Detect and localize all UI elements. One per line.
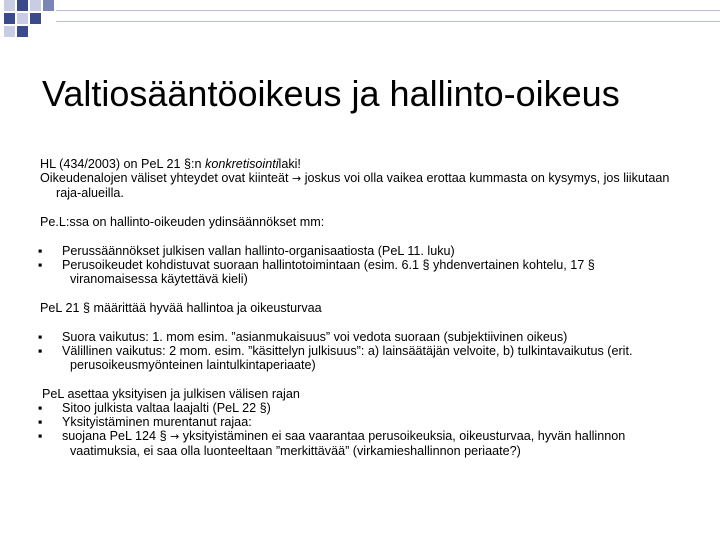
bullet-icon: ▪ bbox=[38, 401, 43, 415]
list-item bbox=[38, 244, 680, 258]
list-item-suffix: yksityistäminen ei saa vaarantaa perusoikeuksia, oikeusturvaa, hyvän hallinnon vaatimuksia, ei saa olla luonteeltaan ”merkittävää” (virkamieshallinnon periaate?) bbox=[70, 429, 626, 458]
list-item-text: Yksityistäminen murentanut rajaa: bbox=[62, 415, 252, 429]
arrow-icon: → bbox=[170, 430, 180, 443]
list-item-text: Sitoo julkista valtaa laajalti (PeL 22 §) bbox=[62, 401, 271, 415]
intro-line-2-suffix: joskus voi olla vaikea erottaa kummasta on kysymys, jos liikutaan raja-alueilla. bbox=[56, 171, 670, 200]
bullet-icon: ▪ bbox=[38, 244, 43, 258]
intro-line-1 bbox=[40, 157, 680, 171]
intro-line-2-text: Oikeudenalojen väliset yhteydet ovat kiinteät bbox=[40, 171, 293, 185]
section2-list bbox=[40, 330, 680, 372]
section3-heading: PeL asettaa yksityisen ja julkisen välisen rajan bbox=[42, 387, 300, 401]
bullet-icon: ▪ bbox=[38, 344, 43, 358]
slide-content bbox=[40, 157, 680, 458]
list-item bbox=[38, 415, 680, 429]
list-item-text: suojana PeL 124 § bbox=[62, 429, 171, 443]
intro-line-2 bbox=[40, 171, 680, 200]
list-item bbox=[38, 258, 680, 286]
section1-list bbox=[40, 244, 680, 286]
bullet-icon: ▪ bbox=[38, 429, 43, 443]
arrow-icon: → bbox=[292, 172, 302, 185]
list-item bbox=[38, 401, 680, 415]
list-item bbox=[38, 344, 680, 372]
intro-line-1-text: HL (434/2003) on PeL 21 §:n bbox=[40, 157, 206, 171]
slide-title: Valtiosääntöoikeus ja hallinto-oikeus bbox=[42, 73, 620, 115]
list-item-text: Välillinen vaikutus: 2 mom. esim. ”käsittelyn julkisuus”: a) lainsäätäjän velvoite, b) tulkintavaikutus (erit. perusoikeusmyönteinen laintulkintaperiaate) bbox=[62, 344, 633, 372]
section2-heading: PeL 21 § määrittää hyvää hallintoa ja oikeusturvaa bbox=[40, 301, 322, 315]
list-item bbox=[38, 429, 680, 458]
bullet-icon: ▪ bbox=[38, 415, 43, 429]
section3-list bbox=[40, 401, 680, 458]
intro-line-1-suffix: laki! bbox=[278, 157, 301, 171]
list-item-text: Perussäännökset julkisen vallan hallinto-organisaatiosta (PeL 11. luku) bbox=[62, 244, 455, 258]
intro-line-1-emphasis: konkretisointi bbox=[205, 157, 279, 171]
list-item-text: Perusoikeudet kohdistuvat suoraan hallintotoimintaan (esim. 6.1 § yhdenvertainen kohtelu, 17 § viranomaisessa käytettävä kieli) bbox=[62, 258, 595, 286]
top-rule bbox=[56, 10, 720, 22]
bullet-icon: ▪ bbox=[38, 258, 43, 272]
section1-heading: Pe.L:ssa on hallinto-oikeuden ydinsäännökset mm: bbox=[40, 215, 325, 229]
list-item-text: Suora vaikutus: 1. mom esim. ”asianmukaisuus” voi vedota suoraan (subjektiivinen oikeus) bbox=[62, 330, 568, 344]
bullet-icon: ▪ bbox=[38, 330, 43, 344]
list-item bbox=[38, 330, 680, 344]
